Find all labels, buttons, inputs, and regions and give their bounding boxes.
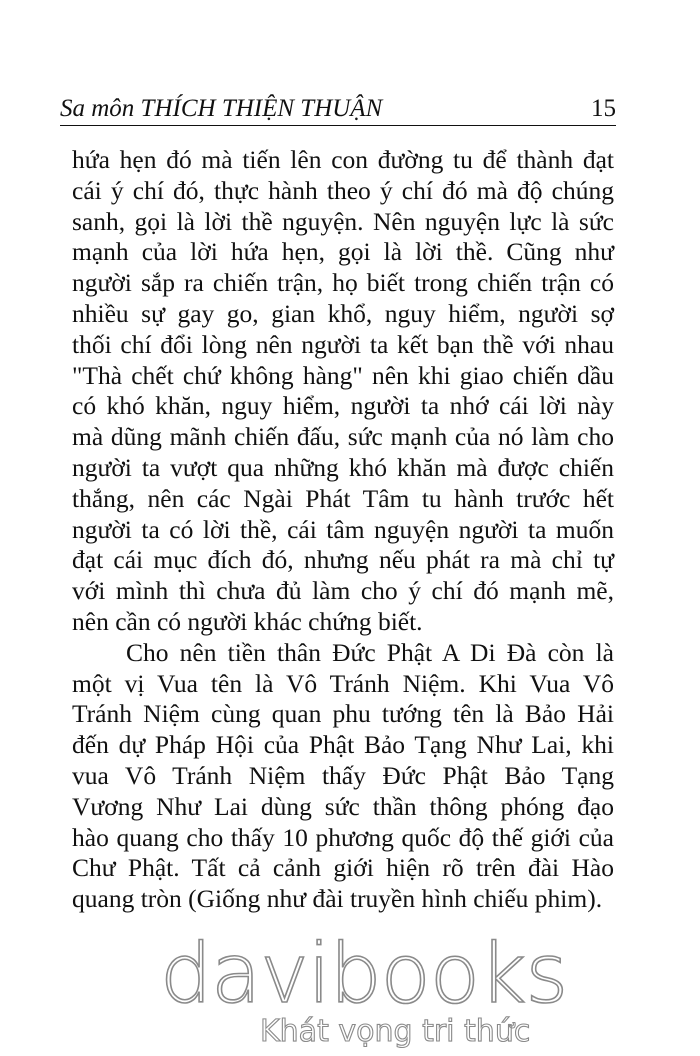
running-title: Sa môn THÍCH THIỆN THUẬN bbox=[60, 95, 383, 122]
text-line: sanh, gọi là lời thề nguyện. Nên nguyện lực là sức bbox=[72, 206, 614, 236]
header-rule bbox=[60, 125, 616, 126]
text-line: một vị Vua tên là Vô Tránh Niệm. Khi Vua Vô bbox=[72, 668, 614, 698]
text-line: người ta vượt qua những khó khăn mà được chiến bbox=[72, 452, 614, 482]
text-line: người sắp ra chiến trận, họ biết trong chiến trận có bbox=[72, 268, 614, 298]
text-line: hứa hẹn đó mà tiến lên con đường tu để thành đạt bbox=[72, 145, 614, 174]
text-line: mạnh của lời hứa hẹn, gọi là lời thề. Cũng như bbox=[72, 237, 614, 267]
text-line: cái ý chí đó, thực hành theo ý chí đó mà độ chúng bbox=[72, 175, 614, 205]
watermark bbox=[160, 927, 568, 1050]
text-line: thối chí đổi lòng nên người ta kết bạn thề với nhau bbox=[72, 329, 614, 359]
text-line: người ta có lời thề, cái tâm nguyện người ta muốn bbox=[72, 514, 614, 544]
text-line: với mình thì chưa đủ làm cho ý chí đó mạnh mẽ, bbox=[72, 576, 614, 606]
paragraph-1 bbox=[72, 145, 614, 638]
watermark-logo: davibooks bbox=[160, 927, 568, 1022]
text-line: nhiều sự gay go, gian khổ, nguy hiểm, người sợ bbox=[72, 298, 614, 328]
text-line: đến dự Pháp Hội của Phật Bảo Tạng Như Lai, khi bbox=[72, 730, 614, 760]
text-line: đạt cái mục đích đó, nhưng nếu phát ra mà chỉ tự bbox=[72, 545, 614, 575]
text-line: thắng, nên các Ngài Phát Tâm tu hành trước hết bbox=[72, 483, 614, 513]
text-line: mà dũng mãnh chiến đấu, sức mạnh của nó làm cho bbox=[72, 422, 614, 452]
page-number: 15 bbox=[591, 95, 616, 122]
paragraph-2 bbox=[72, 638, 614, 915]
text-line: Vương Như Lai dùng sức thần thông phóng đạo bbox=[72, 791, 614, 821]
text-line: nên cần có người khác chứng biết. bbox=[72, 606, 423, 636]
text-line: có khó khăn, nguy hiểm, người ta nhớ cái lời này bbox=[72, 391, 614, 421]
text-line: "Thà chết chứ không hàng" nên khi giao chiến dầu bbox=[72, 360, 614, 390]
text-line: quang tròn (Giống như đài truyền hình chiếu phim). bbox=[72, 884, 603, 914]
page-header bbox=[60, 94, 616, 130]
watermark-slogan: Khát vọng tri thức bbox=[260, 1014, 531, 1049]
body-text bbox=[72, 145, 614, 915]
text-line: hào quang cho thấy 10 phương quốc độ thế giới của bbox=[72, 822, 614, 852]
text-line: Cho nên tiền thân Đức Phật A Di Đà còn là bbox=[126, 637, 614, 667]
text-line: Tránh Niệm cùng quan phu tướng tên là Bảo Hải bbox=[72, 699, 614, 729]
text-line: vua Vô Tránh Niệm thấy Đức Phật Bảo Tạng bbox=[72, 760, 614, 790]
text-line: Chư Phật. Tất cả cảnh giới hiện rõ trên đài Hào bbox=[72, 853, 614, 883]
